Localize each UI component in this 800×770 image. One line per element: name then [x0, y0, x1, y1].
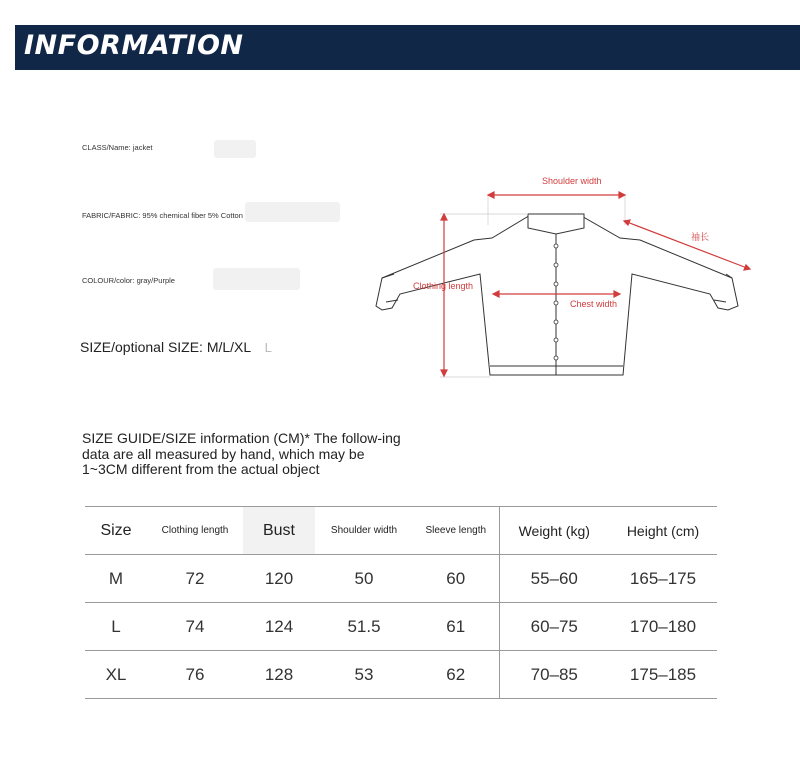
header-title: INFORMATION: [24, 30, 244, 61]
blurred-text-patch: [213, 268, 300, 290]
table-row: [85, 603, 717, 651]
sleeve-length-cell: 60: [413, 555, 499, 603]
sleeve-length-cell: 61: [413, 603, 499, 651]
header-bust: Bust: [243, 507, 315, 555]
header-size: Size: [85, 507, 147, 555]
clothing-length-label: Clothing length: [413, 281, 474, 291]
jacket-measurement-diagram: [370, 170, 760, 385]
shoulder-width-cell: 53: [315, 651, 413, 699]
bust-cell: 128: [243, 651, 315, 699]
colour-line: COLOUR/color: gray/Purple: [82, 276, 175, 285]
size-chart-table: [85, 506, 717, 699]
height-cell: 165–175: [609, 555, 717, 603]
sleeve-length-cell: 62: [413, 651, 499, 699]
height-cell: 170–180: [609, 603, 717, 651]
header-clothing-length: Clothing length: [147, 507, 243, 555]
bust-cell: 120: [243, 555, 315, 603]
blurred-text-patch: [214, 140, 256, 158]
weight-cell: 70–85: [499, 651, 609, 699]
size-optional-line: [80, 339, 272, 355]
sleeve-length-label: 袖长: [691, 232, 710, 242]
header-shoulder-width: Shoulder width: [315, 507, 413, 555]
shoulder-width-label: Shoulder width: [542, 176, 602, 186]
information-header: [12, 25, 800, 70]
clothing-length-cell: 76: [147, 651, 243, 699]
header-sleeve-length: Sleeve length: [413, 507, 499, 555]
size-cell: L: [85, 603, 147, 651]
header-height: Height (cm): [609, 507, 717, 555]
size-cell: XL: [85, 651, 147, 699]
shoulder-width-cell: 50: [315, 555, 413, 603]
header-accent-bar: [12, 25, 15, 70]
table-row: [85, 651, 717, 699]
class-name-line: CLASS/Name: jacket: [82, 143, 153, 152]
fabric-line: FABRIC/FABRIC: 95% chemical fiber 5% Cotton: [82, 211, 243, 220]
size-table-header-row: [85, 507, 717, 555]
size-cell: M: [85, 555, 147, 603]
chest-width-label: Chest width: [570, 299, 618, 309]
size-optional-faded-mark: L: [264, 340, 272, 355]
size-guide-note: SIZE GUIDE/SIZE information (CM)* The follow-ing data are all measured by hand, which may be 1~3CM different from the actual object: [82, 430, 401, 477]
weight-cell: 60–75: [499, 603, 609, 651]
table-row: [85, 555, 717, 603]
height-cell: 175–185: [609, 651, 717, 699]
bust-cell: 124: [243, 603, 315, 651]
shoulder-width-cell: 51.5: [315, 603, 413, 651]
clothing-length-cell: 74: [147, 603, 243, 651]
blurred-text-patch: [245, 202, 340, 222]
header-weight: Weight (kg): [499, 507, 609, 555]
clothing-length-cell: 72: [147, 555, 243, 603]
weight-cell: 55–60: [499, 555, 609, 603]
size-optional-text: SIZE/optional SIZE: M/L/XL: [80, 339, 251, 355]
